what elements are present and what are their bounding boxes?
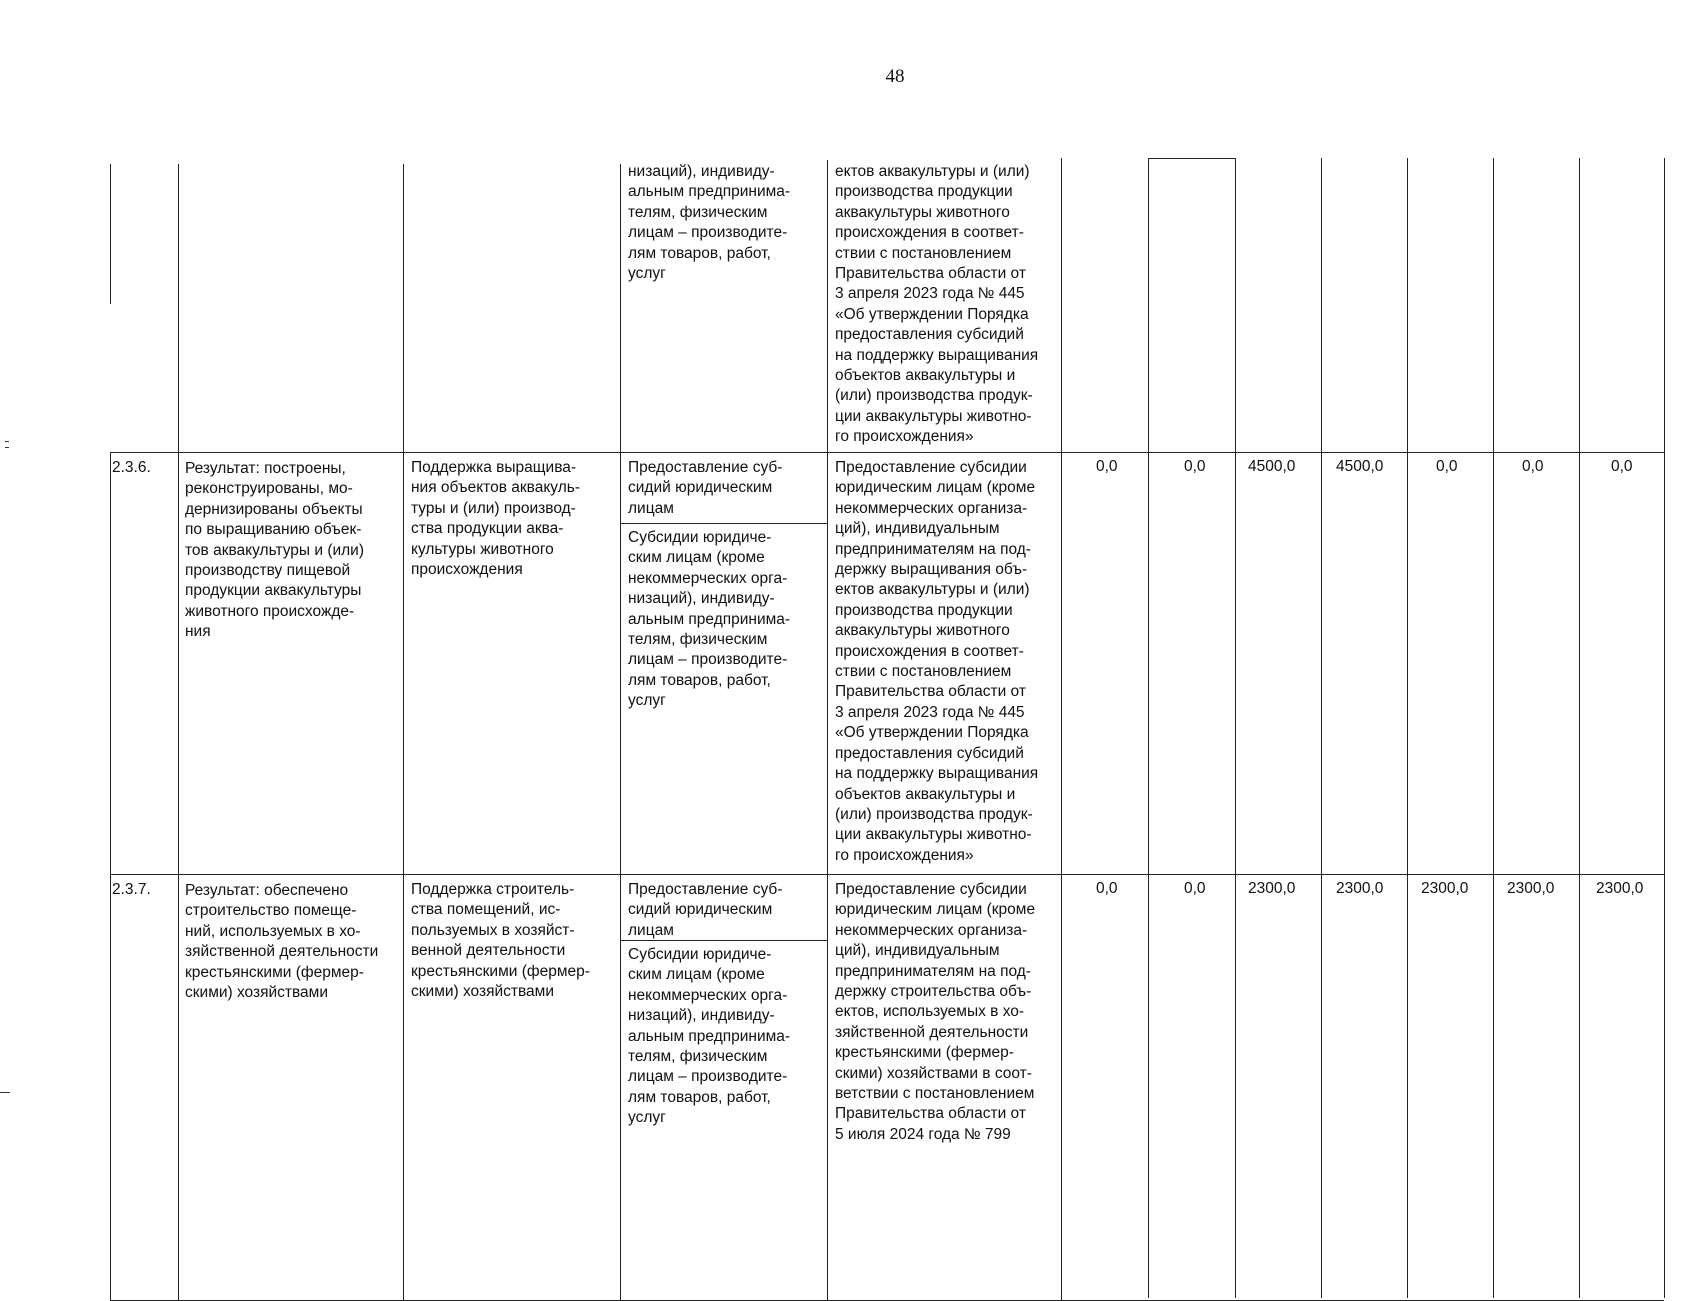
col-line-measure (403, 164, 404, 1300)
row-result-cell: Результат: построены, реконструированы, мо- дернизированы объекты по выращиванию объек- тов аквакультуры и (или) производству пищевой продукции аквакультуры животного происхожде- ния (185, 460, 365, 641)
continuation-recipients-cell: низаций), индивиду- альным предпринима- телям, физическим лицам – производите- лям товаров, работ, услуг (628, 163, 791, 283)
margin-tick (5, 447, 9, 448)
row-value-7: 0,0 (1611, 458, 1633, 475)
row-description-cell: Предоставление субсидии юридическим лицам (кроме некоммерческих организа- ций), индивидуальным предпринимателям на под- держку выращивания объ- ектов аквакультуры и (или) производства продукции аквакультуры животного происхождения в соответ- ствии с постановлением Правительства области от 3 апреля 2023 года № 445 «Об утверждении Порядка предоставления субсидий на поддержку выращивания объектов аквакультуры и (или) производства продук- ции аквакультуры животно- го происхождения» (835, 459, 1039, 864)
col-line-val3 (1321, 158, 1322, 1298)
row-measure-cell: Поддержка строитель- ства помещений, ис- пользуемых в хозяйст- венной деятельности крестьянскими (фермер- скими) хозяйствами (411, 881, 590, 1001)
col-line-val1 (1148, 158, 1149, 1298)
col-line-val5 (1493, 158, 1494, 1298)
row-value-3: 4500,0 (1248, 458, 1296, 475)
row-2-3-6-top-rule (110, 452, 1664, 453)
col-line-id (110, 452, 111, 1300)
row-value-5: 2300,0 (1421, 880, 1469, 897)
row-measure-cell: Поддержка выращива- ния объектов аквакуль- туры и (или) производ- ства продукции аква- культуры животного происхождения (411, 459, 580, 579)
row-2-3-6-type-rule (620, 523, 827, 524)
page-number: 48 (885, 66, 905, 87)
row-type-cell: Предоставление суб- сидий юридическим лицам (628, 881, 783, 939)
table-border-left (110, 164, 111, 304)
col-line-val4 (1407, 158, 1408, 1298)
col-line-type (620, 164, 621, 1300)
row-subtype-cell: Субсидии юридиче- ским лицам (кроме некоммерческих орга- низаций), индивиду- альным предпринима- телям, физическим лицам – производите- лям товаров, работ, услуг (628, 529, 791, 710)
row-value-4: 4500,0 (1336, 458, 1384, 475)
margin-tick (5, 441, 9, 442)
col-line-val2 (1235, 158, 1236, 1298)
col-line-desc-end (1061, 158, 1062, 1300)
row-id-cell: 2.3.6. (112, 459, 151, 476)
row-value-2: 0,0 (1184, 458, 1206, 475)
col-line-val7 (1664, 158, 1665, 1298)
row-value-3: 2300,0 (1248, 880, 1296, 897)
col-line-description (827, 160, 828, 1300)
row-value-1: 0,0 (1096, 458, 1118, 475)
margin-rule (0, 1092, 10, 1093)
row-type-cell: Предоставление суб- сидий юридическим лицам (628, 459, 783, 517)
col-line-val6 (1579, 158, 1580, 1298)
row-value-2: 0,0 (1184, 880, 1206, 897)
row-value-6: 2300,0 (1507, 880, 1555, 897)
row-value-6: 0,0 (1522, 458, 1544, 475)
row-result-cell: Результат: обеспечено строительство помеще- ний, используемых в хо- зяйственной деятельности крестьянскими (фермер- скими) хозяйствами (185, 882, 379, 1002)
col-line-result (178, 164, 179, 1300)
continuation-description-cell: ектов аквакультуры и (или) производства продукции аквакультуры животного происхождения в соответ- ствии с постановлением Правительства области от 3 апреля 2023 года № 445 «Об утверждении Порядка предоставления субсидий на поддержку выращивания объектов аквакультуры и (или) производства продук- ции аквакультуры животно- го происхождения» (835, 163, 1039, 446)
row-2-3-7-top-rule (110, 874, 1664, 875)
row-value-7: 2300,0 (1596, 880, 1644, 897)
row-subtype-cell: Субсидии юридиче- ским лицам (кроме некоммерческих орга- низаций), индивиду- альным предпринима- телям, физическим лицам – производите- лям товаров, работ, услуг (628, 946, 791, 1127)
box-top-rule (1148, 158, 1235, 159)
budget-table (112, 148, 1668, 1148)
row-description-cell: Предоставление субсидии юридическим лицам (кроме некоммерческих организа- ций), индивидуальным предпринимателям на под- держку строительства объ- ектов, используемых в хо- зяйственной деятельности крестьянскими (фермер- скими) хозяйствами в соот- ветствии с постановлением Правительства области от 5 июля 2024 года № 799 (835, 881, 1036, 1143)
row-value-4: 2300,0 (1336, 880, 1384, 897)
row-value-5: 0,0 (1436, 458, 1458, 475)
row-value-1: 0,0 (1096, 880, 1118, 897)
row-id-cell: 2.3.7. (112, 881, 151, 898)
